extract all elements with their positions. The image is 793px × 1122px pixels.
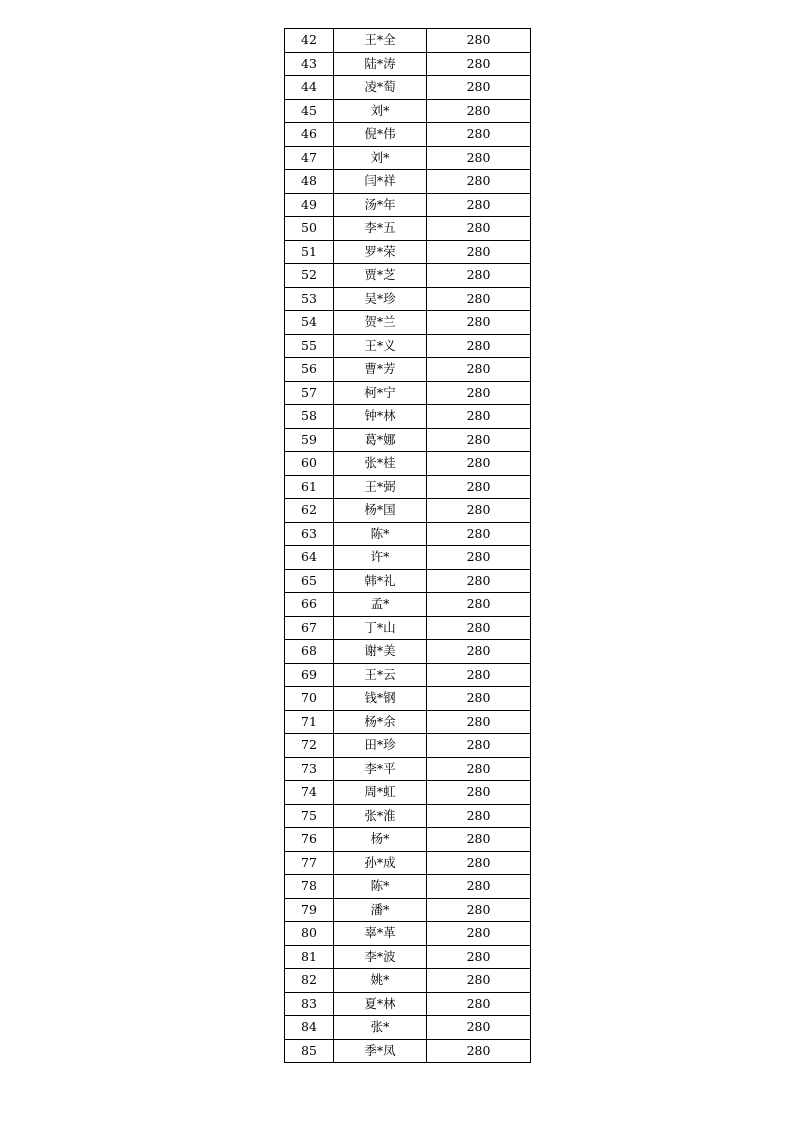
name-cell: 王*全 xyxy=(334,29,427,53)
table-row xyxy=(285,804,531,828)
table-row xyxy=(285,405,531,429)
amount-cell: 280 xyxy=(427,522,531,546)
name-cell: 凌*萄 xyxy=(334,76,427,100)
name-cell: 倪*伟 xyxy=(334,123,427,147)
amount-cell: 280 xyxy=(427,264,531,288)
amount-cell: 280 xyxy=(427,1016,531,1040)
name-cell: 辜*革 xyxy=(334,922,427,946)
row-number-cell: 66 xyxy=(285,593,334,617)
table-row xyxy=(285,875,531,899)
amount-cell: 280 xyxy=(427,76,531,100)
table-row xyxy=(285,898,531,922)
amount-cell: 280 xyxy=(427,757,531,781)
name-cell: 汤*年 xyxy=(334,193,427,217)
row-number-cell: 79 xyxy=(285,898,334,922)
name-cell: 谢*美 xyxy=(334,640,427,664)
amount-cell: 280 xyxy=(427,781,531,805)
row-number-cell: 68 xyxy=(285,640,334,664)
amount-cell: 280 xyxy=(427,687,531,711)
name-cell: 贺*兰 xyxy=(334,311,427,335)
amount-cell: 280 xyxy=(427,992,531,1016)
name-cell: 许* xyxy=(334,546,427,570)
table-row xyxy=(285,1039,531,1063)
table-row xyxy=(285,922,531,946)
name-cell: 柯*宁 xyxy=(334,381,427,405)
row-number-cell: 61 xyxy=(285,475,334,499)
table-row xyxy=(285,29,531,53)
name-cell: 刘* xyxy=(334,99,427,123)
table-row xyxy=(285,499,531,523)
table-row xyxy=(285,193,531,217)
table-row xyxy=(285,593,531,617)
table-row xyxy=(285,992,531,1016)
table-row xyxy=(285,217,531,241)
table-row xyxy=(285,240,531,264)
name-cell: 刘* xyxy=(334,146,427,170)
table-row xyxy=(285,734,531,758)
amount-cell: 280 xyxy=(427,499,531,523)
name-cell: 曹*芳 xyxy=(334,358,427,382)
name-cell: 田*珍 xyxy=(334,734,427,758)
row-number-cell: 59 xyxy=(285,428,334,452)
row-number-cell: 58 xyxy=(285,405,334,429)
amount-cell: 280 xyxy=(427,828,531,852)
row-number-cell: 78 xyxy=(285,875,334,899)
amount-cell: 280 xyxy=(427,193,531,217)
amount-cell: 280 xyxy=(427,569,531,593)
row-number-cell: 62 xyxy=(285,499,334,523)
row-number-cell: 54 xyxy=(285,311,334,335)
name-cell: 丁*山 xyxy=(334,616,427,640)
amount-cell: 280 xyxy=(427,922,531,946)
name-cell: 吴*珍 xyxy=(334,287,427,311)
name-cell: 韩*礼 xyxy=(334,569,427,593)
row-number-cell: 57 xyxy=(285,381,334,405)
name-cell: 王*弼 xyxy=(334,475,427,499)
amount-cell: 280 xyxy=(427,1039,531,1063)
row-number-cell: 56 xyxy=(285,358,334,382)
amount-cell: 280 xyxy=(427,898,531,922)
table-row xyxy=(285,781,531,805)
table-row xyxy=(285,710,531,734)
amount-cell: 280 xyxy=(427,99,531,123)
amount-cell: 280 xyxy=(427,381,531,405)
amount-cell: 280 xyxy=(427,875,531,899)
amount-cell: 280 xyxy=(427,240,531,264)
name-cell: 贾*芝 xyxy=(334,264,427,288)
row-number-cell: 75 xyxy=(285,804,334,828)
row-number-cell: 49 xyxy=(285,193,334,217)
amount-cell: 280 xyxy=(427,546,531,570)
amount-cell: 280 xyxy=(427,734,531,758)
row-number-cell: 44 xyxy=(285,76,334,100)
name-cell: 王*云 xyxy=(334,663,427,687)
table-row xyxy=(285,687,531,711)
amount-cell: 280 xyxy=(427,851,531,875)
row-number-cell: 43 xyxy=(285,52,334,76)
table-row xyxy=(285,640,531,664)
name-cell: 陈* xyxy=(334,875,427,899)
amount-cell: 280 xyxy=(427,146,531,170)
name-cell: 潘* xyxy=(334,898,427,922)
table-row xyxy=(285,358,531,382)
name-cell: 罗*荣 xyxy=(334,240,427,264)
amount-cell: 280 xyxy=(427,804,531,828)
amount-cell: 280 xyxy=(427,663,531,687)
amount-cell: 280 xyxy=(427,452,531,476)
name-cell: 杨*余 xyxy=(334,710,427,734)
name-cell: 钟*林 xyxy=(334,405,427,429)
amount-cell: 280 xyxy=(427,969,531,993)
table-row xyxy=(285,1016,531,1040)
row-number-cell: 71 xyxy=(285,710,334,734)
row-number-cell: 45 xyxy=(285,99,334,123)
row-number-cell: 70 xyxy=(285,687,334,711)
table-row xyxy=(285,569,531,593)
name-cell: 杨*国 xyxy=(334,499,427,523)
row-number-cell: 64 xyxy=(285,546,334,570)
name-cell: 周*虹 xyxy=(334,781,427,805)
name-cell: 张* xyxy=(334,1016,427,1040)
table-row xyxy=(285,287,531,311)
row-number-cell: 42 xyxy=(285,29,334,53)
table-row xyxy=(285,52,531,76)
table-row xyxy=(285,99,531,123)
table-row xyxy=(285,851,531,875)
row-number-cell: 50 xyxy=(285,217,334,241)
table-row xyxy=(285,170,531,194)
row-number-cell: 74 xyxy=(285,781,334,805)
row-number-cell: 76 xyxy=(285,828,334,852)
row-number-cell: 77 xyxy=(285,851,334,875)
amount-cell: 280 xyxy=(427,358,531,382)
row-number-cell: 55 xyxy=(285,334,334,358)
amount-cell: 280 xyxy=(427,287,531,311)
table-row xyxy=(285,123,531,147)
row-number-cell: 65 xyxy=(285,569,334,593)
name-cell: 张*淮 xyxy=(334,804,427,828)
table-row xyxy=(285,475,531,499)
name-cell: 王*义 xyxy=(334,334,427,358)
amount-cell: 280 xyxy=(427,334,531,358)
amount-cell: 280 xyxy=(427,29,531,53)
table-row xyxy=(285,334,531,358)
row-number-cell: 69 xyxy=(285,663,334,687)
name-cell: 葛*娜 xyxy=(334,428,427,452)
roster-table-body xyxy=(285,29,531,1063)
amount-cell: 280 xyxy=(427,593,531,617)
table-row xyxy=(285,616,531,640)
row-number-cell: 84 xyxy=(285,1016,334,1040)
row-number-cell: 81 xyxy=(285,945,334,969)
table-row xyxy=(285,663,531,687)
amount-cell: 280 xyxy=(427,710,531,734)
amount-cell: 280 xyxy=(427,123,531,147)
name-cell: 李*五 xyxy=(334,217,427,241)
row-number-cell: 47 xyxy=(285,146,334,170)
name-cell: 闫*祥 xyxy=(334,170,427,194)
row-number-cell: 52 xyxy=(285,264,334,288)
name-cell: 李*波 xyxy=(334,945,427,969)
row-number-cell: 73 xyxy=(285,757,334,781)
row-number-cell: 82 xyxy=(285,969,334,993)
row-number-cell: 51 xyxy=(285,240,334,264)
amount-cell: 280 xyxy=(427,640,531,664)
name-cell: 钱*钢 xyxy=(334,687,427,711)
table-row xyxy=(285,311,531,335)
table-row xyxy=(285,381,531,405)
table-row xyxy=(285,146,531,170)
name-cell: 季*凤 xyxy=(334,1039,427,1063)
name-cell: 张*桂 xyxy=(334,452,427,476)
amount-cell: 280 xyxy=(427,405,531,429)
row-number-cell: 72 xyxy=(285,734,334,758)
row-number-cell: 85 xyxy=(285,1039,334,1063)
table-row xyxy=(285,452,531,476)
row-number-cell: 83 xyxy=(285,992,334,1016)
name-cell: 夏*林 xyxy=(334,992,427,1016)
table-row xyxy=(285,757,531,781)
row-number-cell: 67 xyxy=(285,616,334,640)
table-row xyxy=(285,828,531,852)
name-cell: 孙*成 xyxy=(334,851,427,875)
table-row xyxy=(285,76,531,100)
table-row xyxy=(285,546,531,570)
amount-cell: 280 xyxy=(427,170,531,194)
amount-cell: 280 xyxy=(427,475,531,499)
row-number-cell: 53 xyxy=(285,287,334,311)
amount-cell: 280 xyxy=(427,217,531,241)
amount-cell: 280 xyxy=(427,428,531,452)
name-cell: 陆*涛 xyxy=(334,52,427,76)
table-row xyxy=(285,945,531,969)
row-number-cell: 60 xyxy=(285,452,334,476)
name-cell: 姚* xyxy=(334,969,427,993)
table-row xyxy=(285,969,531,993)
name-cell: 孟* xyxy=(334,593,427,617)
table-row xyxy=(285,428,531,452)
row-number-cell: 80 xyxy=(285,922,334,946)
amount-cell: 280 xyxy=(427,311,531,335)
name-cell: 李*平 xyxy=(334,757,427,781)
amount-cell: 280 xyxy=(427,616,531,640)
row-number-cell: 46 xyxy=(285,123,334,147)
row-number-cell: 48 xyxy=(285,170,334,194)
name-cell: 杨* xyxy=(334,828,427,852)
roster-table xyxy=(284,28,531,1063)
amount-cell: 280 xyxy=(427,52,531,76)
name-cell: 陈* xyxy=(334,522,427,546)
amount-cell: 280 xyxy=(427,945,531,969)
table-row xyxy=(285,264,531,288)
table-row xyxy=(285,522,531,546)
row-number-cell: 63 xyxy=(285,522,334,546)
